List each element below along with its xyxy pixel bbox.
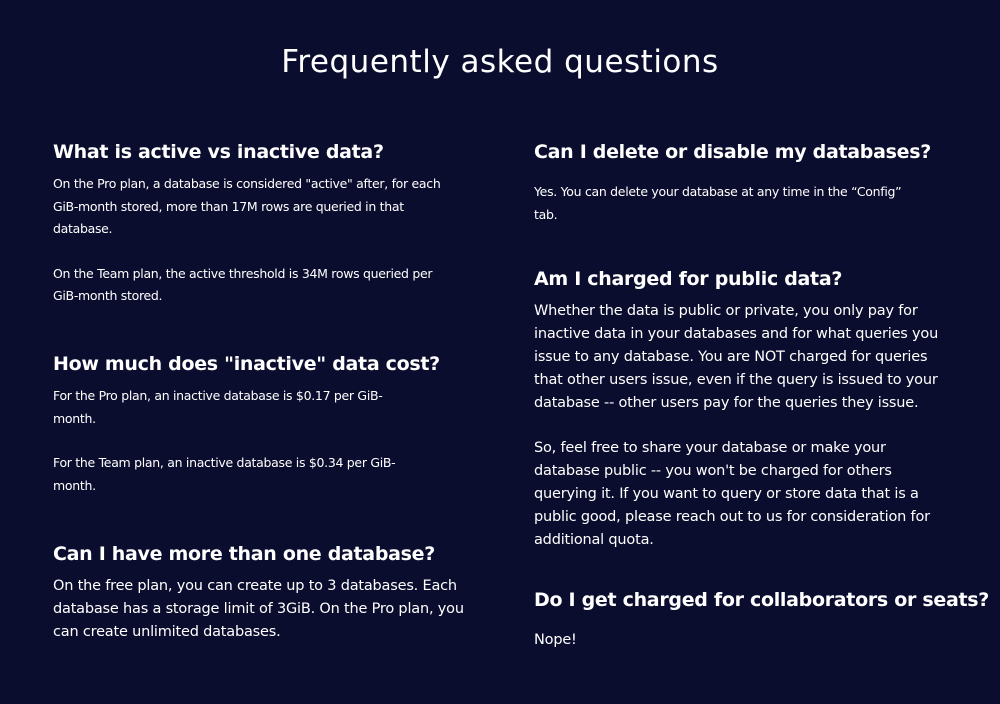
- faq-active-vs-inactive: [53, 141, 453, 308]
- faq-question: Do I get charged for collaborators or seats?: [534, 589, 990, 611]
- faq-answer: Nope!: [534, 632, 577, 648]
- faq-answer: So, feel free to share your database or make your database public -- you won't be charged for others querying it. If you want to query or store data that is a public good, please reach out to us for consideration for additional quota.: [534, 440, 930, 548]
- faq-question: Am I charged for public data?: [534, 268, 843, 290]
- faq-question: Can I have more than one database?: [53, 543, 435, 565]
- faq-answer: Whether the data is public or private, you only pay for inactive data in your databases and for what queries you issue to any database. You are NOT charged for queries that other users issue, even if the query is issued to your database -- other users pay for the queries they issue.: [534, 303, 939, 411]
- page-title: Frequently asked questions: [281, 44, 719, 80]
- faq-answer: For the Pro plan, an inactive database is $0.17 per GiB-month.: [53, 388, 383, 426]
- faq-answer: On the Team plan, the active threshold is 34M rows queried per GiB-month stored.: [53, 265, 433, 303]
- faq-answer: Yes. You can delete your database at any time in the “Config” tab.: [534, 184, 902, 222]
- faq-answer: On the Pro plan, a database is considered "active" after, for each GiB-month stored, more than 17M rows are queried in that database.: [53, 176, 441, 236]
- faq-question: What is active vs inactive data?: [53, 141, 384, 163]
- faq-question: How much does "inactive" data cost?: [53, 353, 440, 375]
- faq-inactive-cost: [53, 353, 440, 497]
- faq-collaborators-seats: [534, 589, 990, 652]
- faq-multiple-databases: [53, 543, 473, 644]
- faq-answer: On the free plan, you can create up to 3 databases. Each database has a storage limit of 3GiB. On the Pro plan, you can create unlimited databases.: [53, 578, 464, 640]
- faq-answer: For the Team plan, an inactive database is $0.34 per GiB-month.: [53, 455, 396, 493]
- faq-delete-databases: [534, 141, 931, 226]
- faq-question: Can I delete or disable my databases?: [534, 141, 931, 163]
- faq-public-data: [534, 268, 954, 552]
